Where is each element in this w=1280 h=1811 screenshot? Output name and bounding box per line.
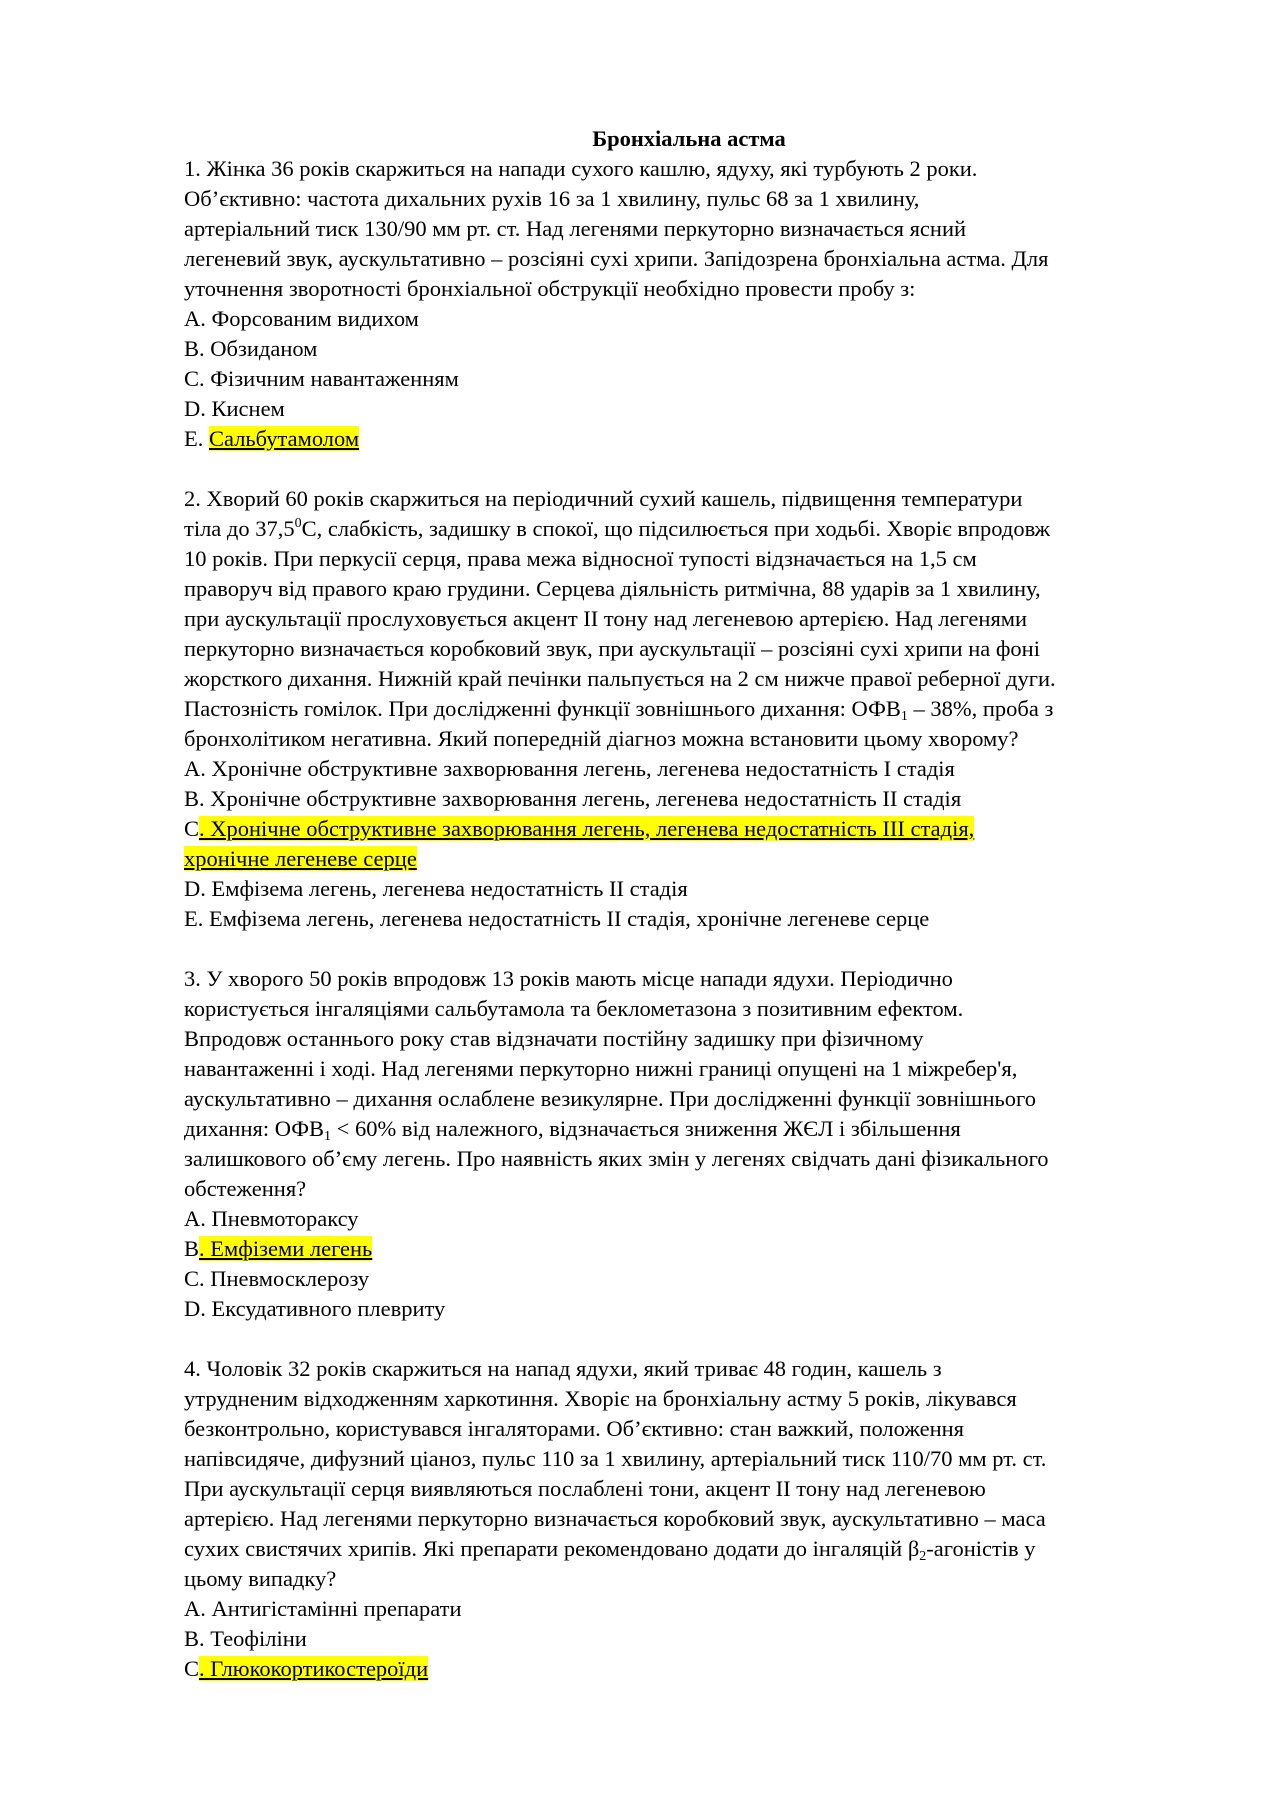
subscript: 1	[900, 709, 908, 724]
superscript: 0	[294, 516, 302, 531]
text-run: дихання: ОФВ	[184, 1116, 325, 1141]
question-text-line: 1. Жінка 36 років скаржиться на напади сухого кашлю, ядуху, які турбують 2 роки.	[184, 156, 978, 181]
question-text-line: 4. Чоловік 32 років скаржиться на напад ядухи, який триває 48 годин, кашель з	[184, 1356, 942, 1381]
question-text-line: аускультативно – дихання ослаблене везикулярне. При дослідженні функції зовнішнього	[184, 1086, 1036, 1111]
question-text-line: бронхолітиком негативна. Який попередній діагноз можна встановити цьому хворому?	[184, 726, 1019, 751]
answer-option-c-continued	[184, 844, 1194, 874]
text-run: Пастозність гомілок. При дослідженні функції зовнішнього дихання: ОФВ	[184, 696, 901, 721]
spacer	[184, 454, 1194, 484]
answer-option-c	[184, 1654, 1194, 1684]
correct-answer-highlight: . Емфіземи легень	[199, 1236, 373, 1261]
question-text-line: Впродовж останнього року став відзначати постійну задишку при фізичному	[184, 1026, 924, 1051]
question-text-line	[184, 1114, 1194, 1144]
correct-answer-highlight: Сальбутамолом	[209, 426, 360, 451]
answer-option-a: A. Антигістамінні препарати	[184, 1596, 462, 1621]
question-text-line: навантаженні і ході. Над легенями перкуторно нижні границі опущені на 1 міжребер'я,	[184, 1056, 1018, 1081]
answer-option-c	[184, 814, 1194, 844]
answer-option-d: D. Киснем	[184, 396, 285, 421]
question-text-line: цьому випадку?	[184, 1566, 337, 1591]
question-text-line: залишкового об’єму легень. Про наявність яких змін у легенях свідчать дані фізикального	[184, 1146, 1049, 1171]
question-text-line: уточнення зворотності бронхіальної обструкції необхідно провести пробу з:	[184, 276, 916, 301]
question-text-line: Об’єктивно: частота дихальних рухів 16 за 1 хвилину, пульс 68 за 1 хвилину,	[184, 186, 920, 211]
document-body	[184, 124, 1194, 1684]
question-1	[184, 154, 1194, 454]
question-text-line: 3. У хворого 50 років впродовж 13 років мають місце напади ядухи. Періодично	[184, 966, 953, 991]
correct-answer-highlight: . Глюкокортикостероїди	[199, 1656, 429, 1681]
answer-option-e	[184, 424, 1194, 454]
correct-answer-highlight: . Хронічне обструктивне захворювання легень, легенева недостатність III стадія,	[199, 816, 975, 841]
answer-option-e: E. Емфізема легень, легенева недостатність II стадія, хронічне легеневе серце	[184, 906, 930, 931]
option-prefix: C	[184, 1656, 200, 1681]
text-run: С, слабкість, задишку в спокої, що підсилюється при ходьбі. Хворіє впродовж	[301, 516, 1051, 541]
answer-option-b	[184, 1234, 1194, 1264]
question-text-line: безконтрольно, користувався інгаляторами. Об’єктивно: стан важкий, положення	[184, 1416, 965, 1441]
question-text-line: артеріальний тиск 130/90 мм рт. ст. Над легенями перкуторно визначається ясний	[184, 216, 967, 241]
question-text-line: легеневий звук, аускультативно – розсіяні сухі хрипи. Запідозрена бронхіальна астма. Для	[184, 246, 1049, 271]
question-text-line: утрудненим відходженням харкотиння. Хворіє на бронхіальну астму 5 років, лікувався	[184, 1386, 1017, 1411]
question-text-line	[184, 514, 1194, 544]
question-text-line	[184, 694, 1194, 724]
option-prefix: C	[184, 816, 200, 841]
question-text-line: При аускультації серця виявляються послаблені тони, акцент II тону над легеневою	[184, 1476, 986, 1501]
text-run: – 38%, проба з	[907, 696, 1054, 721]
spacer	[184, 1324, 1194, 1354]
question-text-line	[184, 1534, 1194, 1564]
question-text-line: напівсидяче, дифузний ціаноз, пульс 110 за 1 хвилину, артеріальний тиск 110/70 мм рт. ст.	[184, 1446, 1047, 1471]
answer-option-d: D. Ексудативного плевриту	[184, 1296, 446, 1321]
question-3	[184, 964, 1194, 1324]
text-run: < 60% від належного, відзначається зниження ЖЄЛ і збільшення	[331, 1116, 961, 1141]
question-2	[184, 484, 1194, 934]
answer-option-a: A. Форсованим видихом	[184, 306, 419, 331]
answer-option-a: A. Хронічне обструктивне захворювання легень, легенева недостатність I стадія	[184, 756, 955, 781]
text-run: сухих свистячих хрипів. Які препарати рекомендовано додати до інгаляцій β	[184, 1536, 920, 1561]
subscript: 1	[324, 1129, 332, 1144]
question-text-line: перкуторно визначається коробковий звук, при аускультації – розсіяні сухі хрипи на фоні	[184, 636, 1040, 661]
option-prefix: E.	[184, 426, 209, 451]
question-text-line: праворуч від правого краю грудини. Серцева діяльність ритмічна, 88 ударів за 1 хвилину,	[184, 576, 1041, 601]
answer-option-c: C. Пневмосклерозу	[184, 1266, 370, 1291]
question-text-line: користується інгаляціями сальбутамола та беклометазона з позитивним ефектом.	[184, 996, 964, 1021]
question-text-line: при аускультації прослуховується акцент II тону над легеневою артерією. Над легенями	[184, 606, 1028, 631]
answer-option-d: D. Емфізема легень, легенева недостатність II стадія	[184, 876, 688, 901]
answer-option-b: B. Обзиданом	[184, 336, 318, 361]
document-title: Бронхіальна астма	[592, 126, 786, 151]
answer-option-b: B. Теофіліни	[184, 1626, 307, 1651]
answer-option-b: B. Хронічне обструктивне захворювання легень, легенева недостатність II стадія	[184, 786, 962, 811]
question-text-line: жорсткого дихання. Нижній край печінки пальпується на 2 см нижче правої реберної дуги.	[184, 666, 1056, 691]
text-run: -агоністів у	[926, 1536, 1036, 1561]
question-text-line: обстеження?	[184, 1176, 307, 1201]
subscript: 2	[919, 1549, 927, 1564]
answer-option-a: A. Пневмотораксу	[184, 1206, 359, 1231]
correct-answer-highlight: хронічне легеневе серце	[184, 846, 417, 871]
spacer	[184, 934, 1194, 964]
question-text-line: 10 років. При перкусії серця, права межа відносної тупості відзначається на 1,5 см	[184, 546, 977, 571]
question-text-line: 2. Хворий 60 років скаржиться на періодичний сухий кашель, підвищення температури	[184, 486, 1023, 511]
option-prefix: B	[184, 1236, 200, 1261]
answer-option-c: C. Фізичним навантаженням	[184, 366, 459, 391]
question-4	[184, 1354, 1194, 1684]
question-text-line: артерією. Над легенями перкуторно визначається коробковий звук, аускультативно – маса	[184, 1506, 1046, 1531]
text-run: тіла до 37,5	[184, 516, 295, 541]
